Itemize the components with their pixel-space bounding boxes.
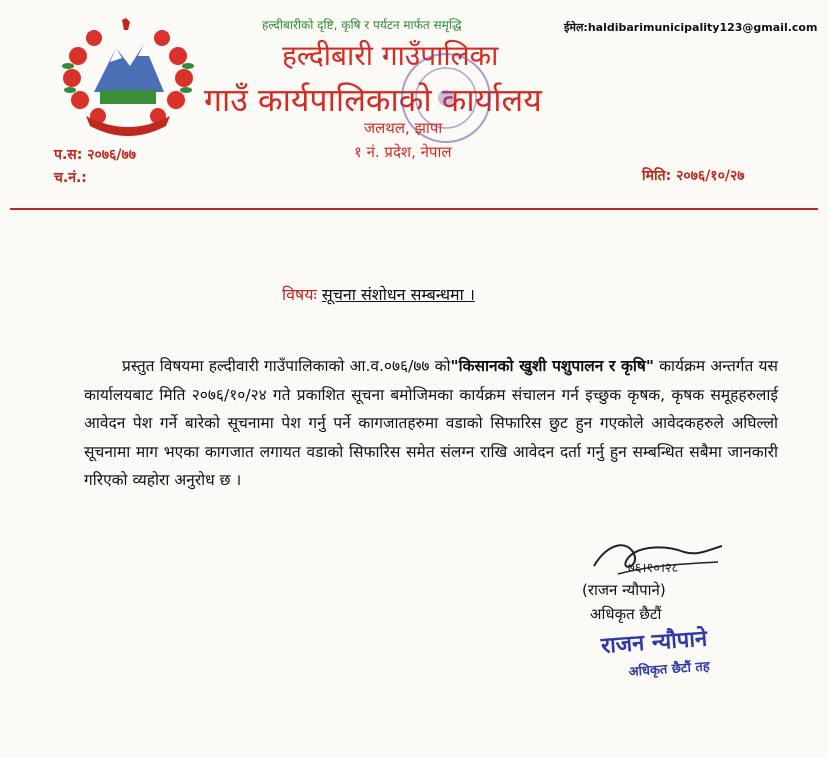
signatory-name: (राजन न्यौपाने) [582, 581, 666, 599]
letter-number: प.स: २०७६/७७ [54, 147, 137, 163]
body-part2: कार्यक्रम अन्तर्गत यस कार्यालयबाट मिति २०७६/१०/२४ गते प्रकाशित सूचना बमोजिमका कार्यक्रम संचालन गर्न इच्छुक कृषक, कृषक समूहहरुलाई आवेदन पेश गर्ने बारेको सूचनामा पेश गर्नु पर्ने कागजातहरुमा वडाको सिफारिस छुट हुन गएकोले आवेदकहरुले अघिल्लो सूचनामा माग भएका कागजात लगायत वडाको सिफारिस समेत संलग्न राखि आवेदन दर्ता गर्नु हुन सम्बन्धित सबैमा जानकारी गरिएको व्यहोरा अनुरोध छ । [84, 357, 778, 489]
subject-line [282, 283, 475, 305]
subject-text: सूचना संशोधन सम्बन्धमा । [321, 285, 475, 304]
signature-date: ७६।१०।२८ [628, 561, 679, 576]
letter-body [84, 352, 778, 495]
header-divider [10, 208, 818, 210]
office-title-line1: हल्दीबारी गाउँपालिका [282, 39, 499, 72]
nepal-emblem-icon [58, 16, 198, 136]
tagline: हल्दीबारीको दृष्टि, कृषि र पर्यटन मार्फत समृद्धि [262, 18, 462, 32]
signatory-designation: अधिकृत छैटौं [590, 605, 662, 623]
body-part1: प्रस्तुत विषयमा हल्दीवारी गाउँपालिकाको आ.व.०७६/७७ को [122, 357, 451, 375]
designation-stamp: अधिकृत छैटौं तह [628, 659, 711, 680]
email-address: ईमेल:haldibarimunicipality123@gmail.com [564, 21, 818, 34]
address-line1: जलथल, झापा [364, 119, 443, 137]
office-title-line2: गाउँ कार्यपालिकाको कार्यालय [204, 81, 542, 119]
name-stamp: राजन न्यौपाने [600, 626, 709, 659]
address-line2: १ नं. प्रदेश, नेपाल [354, 143, 452, 161]
letter-date: मिति: २०७६/१०/२७ [642, 168, 745, 184]
dispatch-number: च.नं.: [54, 170, 87, 186]
subject-label: विषयः [282, 285, 317, 304]
body-programme-name: "किसानको खुशी पशुपालन र कृषि" [450, 357, 654, 375]
